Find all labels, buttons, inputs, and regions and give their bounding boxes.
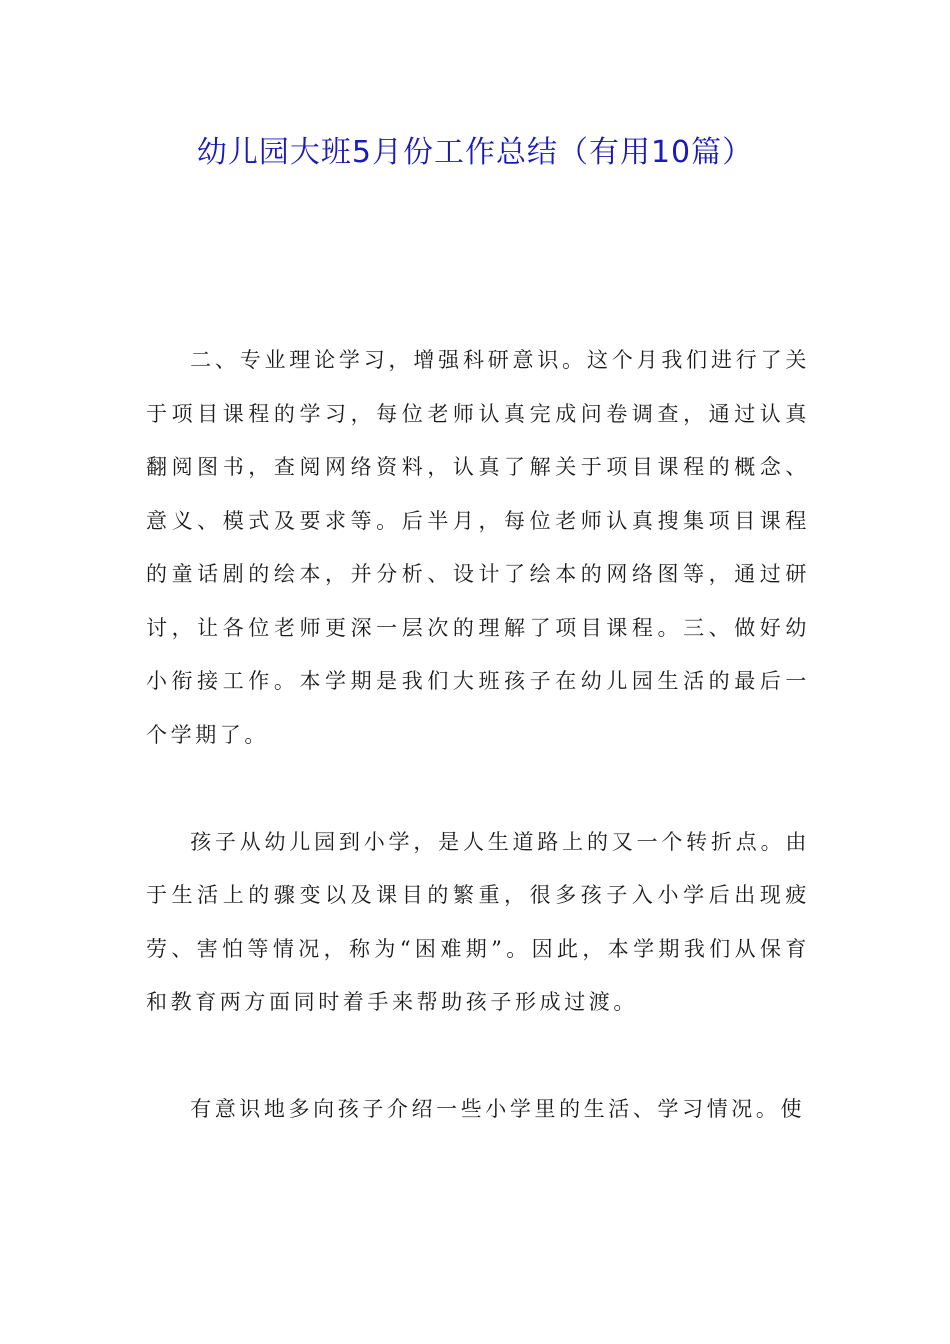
paragraph: 二、专业理论学习，增强科研意识。这个月我们进行了关于项目课程的学习，每位老师认真完成问卷调查，通过认真翻阅图书，查阅网络资料，认真了解关于项目课程的概念、意义、模式及要求等。后半月，每位老师认真搜集项目课程的童话剧的绘本，并分析、设计了绘本的网络图等，通过研讨，让各位老师更深一层次的理解了项目课程。三、做好幼小衔接工作。本学期是我们大班孩子在幼儿园生活的最后一个学期了。 — [146, 348, 810, 747]
document-body — [146, 334, 810, 1137]
paragraph: 孩子从幼儿园到小学，是人生道路上的又一个转折点。由于生活上的骤变以及课目的繁重，很多孩子入小学后出现疲劳、害怕等情况，称为“困难期”。因此，本学期我们从保育和教育两方面同时着手来帮助孩子形成过渡。 — [146, 829, 810, 1014]
paragraph: 有意识地多向孩子介绍一些小学里的生活、学习情况。使 — [190, 1097, 806, 1121]
document-title: 幼儿园大班5月份工作总结（有用10篇） — [196, 135, 754, 170]
